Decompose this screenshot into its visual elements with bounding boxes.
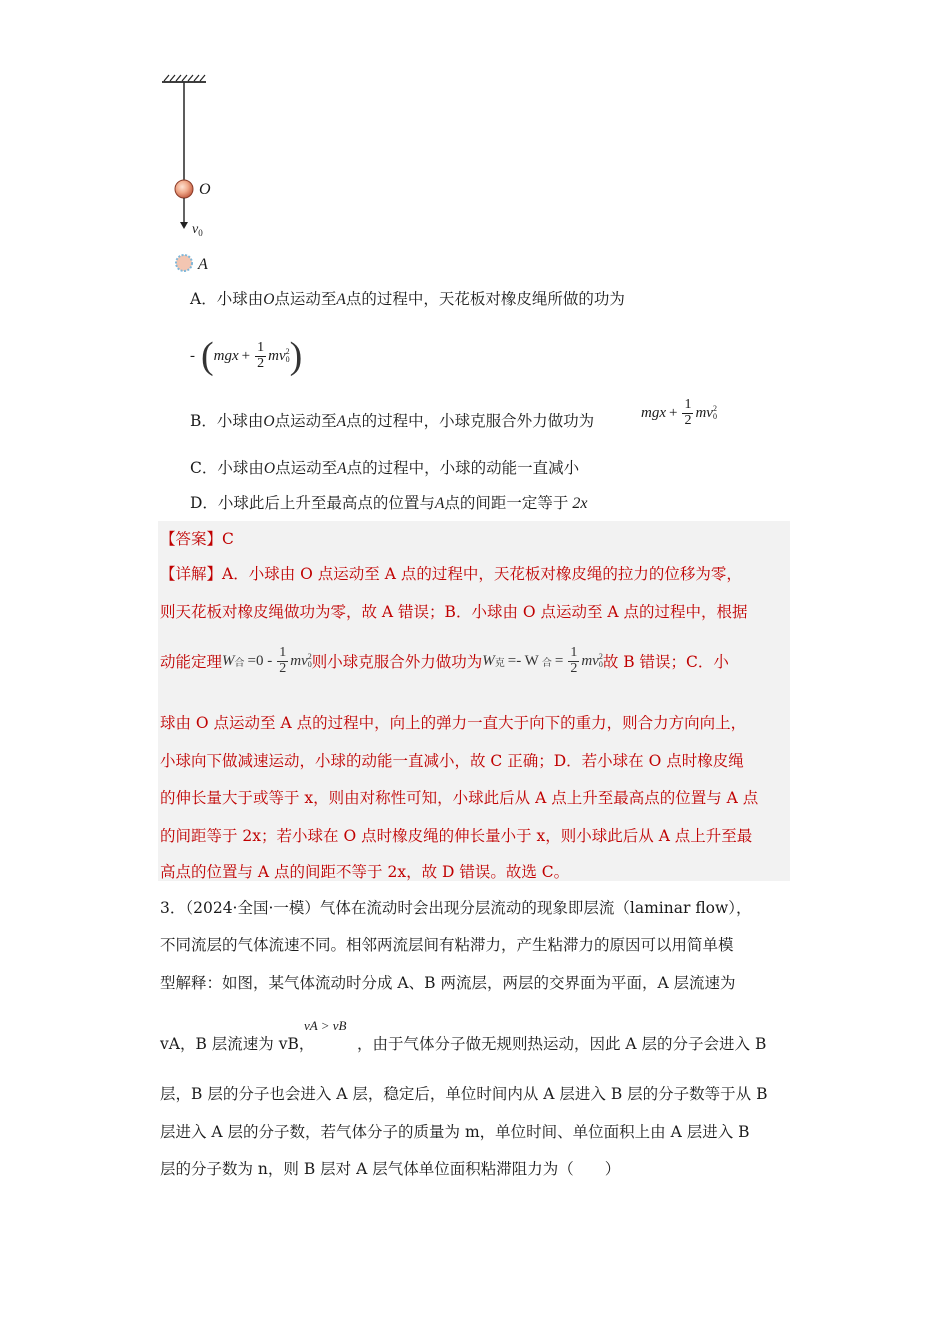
option-A: A．小球由O点运动至A点的过程中，天花板对橡皮绳所做的功为 <box>190 290 625 308</box>
q3-line-6: 层进入 A 层的分子数，若气体分子的质量为 m，单位时间、单位面积上由 A 层进入 B <box>160 1123 750 1141</box>
q3-inequality: vA > vB <box>304 1018 347 1033</box>
option-D: D．小球此后上升至最高点的位置与A点的间距一定等于 2x <box>190 494 588 512</box>
option-B-formula: mgx + $\frac{1}{2}$ mv 2 0 <box>641 397 717 428</box>
option-B: B．小球由O点运动至A点的过程中，小球克服合外力做功为 <box>190 412 595 430</box>
detail-line-3: 动能定理 W 合 =0 - $\frac{1}{2}$ mv 2 0 则小球克服合外力做功为 W 克 =- W 合 = $\frac{1}{2}$ mv 2 0 故 B 错误；C．小 <box>160 645 729 676</box>
detail-line-7: 的间距等于 2x；若小球在 O 点时橡皮绳的伸长量小于 x，则小球此后从 A 点上升至最 <box>160 827 753 845</box>
physics-figure <box>150 66 230 281</box>
detail-line-6: 的伸长量大于或等于 x，则由对称性可知，小球此后从 A 点上升至最高点的位置与 A 点 <box>160 789 759 807</box>
q3-line-4b: ，由于气体分子做无规则热运动，因此 A 层的分子会进入 B <box>357 1035 767 1053</box>
q3-line-3: 型解释：如图，某气体流动时分成 A、B 两流层，两层的交界面为平面，A 层流速为 <box>160 974 736 992</box>
label-v0: $v_0$ <box>192 222 203 238</box>
ceiling-hatch <box>164 75 205 81</box>
option-A-formula: - ( mgx + $\frac{1}{2}$ mv 2 0 ) <box>190 335 303 377</box>
detail-line-2: 则天花板对橡皮绳做功为零，故 A 错误；B．小球由 O 点运动至 A 点的过程中，根据 <box>160 603 748 621</box>
detail-line-1: 【详解】A．小球由 O 点运动至 A 点的过程中，天花板对橡皮绳的拉力的位移为零， <box>160 565 742 583</box>
q3-line-2: 不同流层的气体流速不同。相邻两流层间有粘滞力，产生粘滞力的原因可以用简单模 <box>160 936 734 954</box>
answer-line: 【答案】C <box>160 530 234 548</box>
detail-line-4: 球由 O 点运动至 A 点的过程中，向上的弹力一直大于向下的重力，则合力方向向上， <box>160 714 747 732</box>
label-A: A <box>198 256 208 273</box>
q3-line-7: 层的分子数为 n，则 B 层对 A 层气体单位面积粘滞阻力为（ ） <box>160 1160 621 1178</box>
ball-at-A <box>176 255 192 271</box>
ball-at-O <box>175 180 193 198</box>
velocity-arrowhead <box>180 222 188 229</box>
q3-line-4: vA，B 层流速为 vB， <box>160 1035 315 1053</box>
detail-line-8: 高点的位置与 A 点的间距不等于 2x，故 D 错误。故选 C。 <box>160 863 570 881</box>
q3-line-5: 层，B 层的分子也会进入 A 层，稳定后，单位时间内从 A 层进入 B 层的分子数等于从 B <box>160 1085 768 1103</box>
detail-line-5: 小球向下做减速运动，小球的动能一直减小，故 C 正确；D．若小球在 O 点时橡皮绳 <box>160 752 744 770</box>
q3-line-1: 3．（2024·全国·一模）气体在流动时会出现分层流动的现象即层流（laminar flow）， <box>160 899 752 917</box>
option-C: C．小球由O点运动至A点的过程中，小球的动能一直减小 <box>190 459 580 477</box>
label-O: O <box>199 181 211 198</box>
